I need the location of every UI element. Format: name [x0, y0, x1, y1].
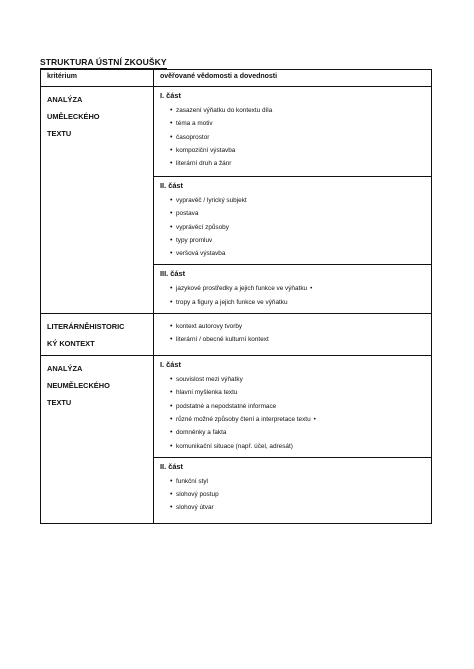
list-item: • kontext autorovy tvorby [170, 320, 431, 333]
list-item: • literární / obecně kulturní kontext [170, 333, 431, 346]
list-item: • funkční styl [170, 475, 431, 488]
part-title: III. část [160, 269, 186, 279]
list-item: • vyprávěcí způsoby [170, 221, 431, 234]
part-cell [154, 177, 432, 265]
page-title: STRUKTURA ÚSTNÍ ZKOUŠKY [40, 57, 167, 67]
list-item: • časoprostor [170, 131, 431, 144]
list-item: • literární druh a žánr [170, 157, 431, 170]
item-list [160, 320, 431, 347]
list-item: • veršová výstavba [170, 247, 431, 260]
criterion-cell-neumelecky [41, 356, 154, 524]
part-cell [154, 314, 432, 356]
item-list [160, 475, 431, 515]
part-cell [154, 265, 432, 314]
list-item: • téma a motiv [170, 117, 431, 130]
criterion-label: LITERÁRNĚHISTORIC KÝ KONTEXT [47, 322, 125, 349]
header-criterion: kritérium [41, 70, 154, 87]
header-skills: ověřované vědomosti a dovednosti [154, 70, 432, 87]
part-cell [154, 356, 432, 458]
list-item: • jazykové prostředky a jejich funkce ve výňatku • [170, 282, 431, 295]
list-item: • hlavní myšlenka textu [170, 386, 431, 399]
structure-table [40, 69, 432, 524]
criterion-label: ANALÝZA NEUMĚLECKÉHO TEXTU [47, 364, 110, 408]
part-cell [154, 87, 432, 177]
list-item: • kompoziční výstavba [170, 144, 431, 157]
item-list [160, 373, 431, 453]
item-list [160, 194, 431, 260]
part-title: I. část [160, 91, 181, 100]
list-item: • tropy a figury a jejich funkce ve výňatku [170, 296, 431, 309]
table-row [41, 356, 432, 458]
table-row [41, 87, 432, 177]
list-item: • postava [170, 207, 431, 220]
list-item: • komunikační situace (např. účel, adresát) [170, 440, 431, 453]
list-item: • zasazení výňatku do kontextu díla [170, 104, 431, 117]
criterion-label: ANALÝZA UMĚLECKÉHO TEXTU [47, 95, 100, 138]
item-list [160, 104, 431, 170]
item-list [160, 282, 431, 309]
list-item: • různé možné způsoby čtení a interpretace textu • [170, 413, 431, 426]
part-cell [154, 457, 432, 523]
table-header-row [41, 70, 432, 87]
list-item: • podstatné a nepodstatné informace [170, 400, 431, 413]
list-item: • vypravěč / lyrický subjekt [170, 194, 431, 207]
list-item: • typy promluv [170, 234, 431, 247]
part-title: II. část [160, 461, 184, 471]
list-item: • domněnky a fakta [170, 426, 431, 439]
criterion-cell-literarnehistoricky [41, 314, 154, 356]
table-row [41, 314, 432, 356]
list-item: • slohový útvar [170, 501, 431, 514]
part-title: II. část [160, 181, 184, 190]
list-item: • slohový postup [170, 488, 431, 501]
part-title: I. část [160, 360, 181, 370]
list-item: • souvislost mezi výňatky [170, 373, 431, 386]
criterion-cell-umelecky [41, 87, 154, 314]
